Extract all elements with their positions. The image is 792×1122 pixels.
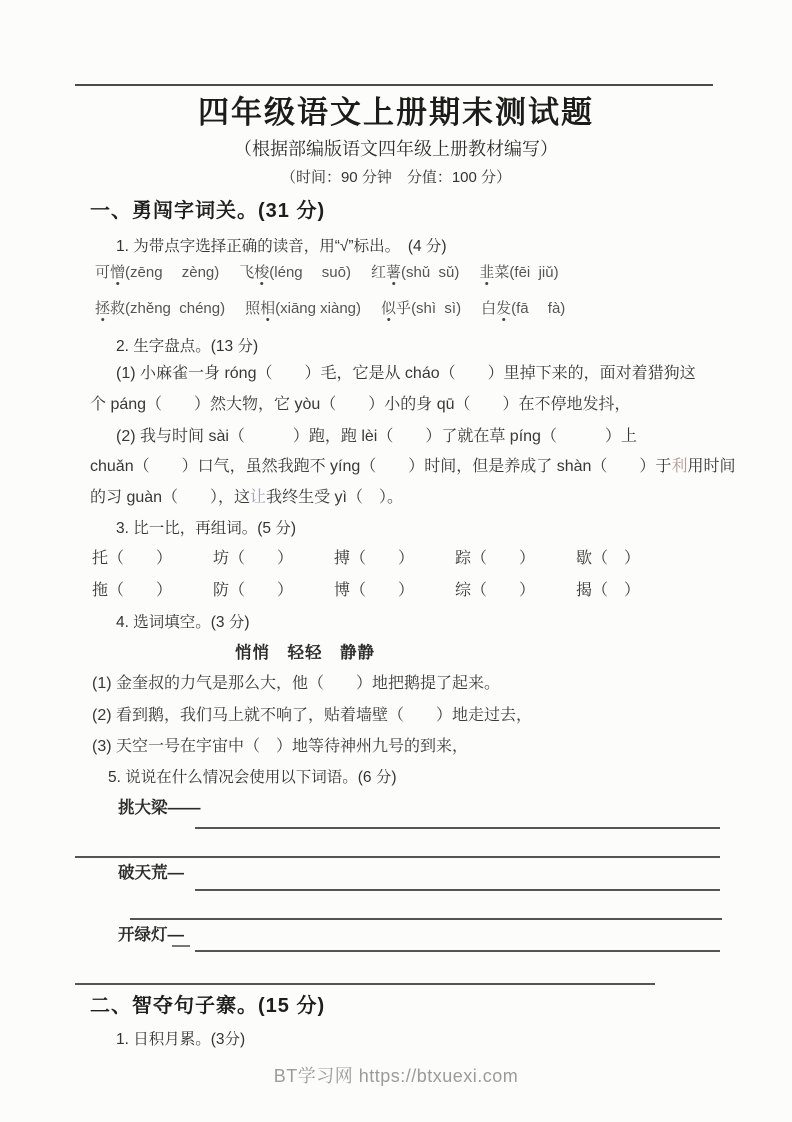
compare-word-item: 搏（ ） <box>333 550 414 567</box>
pinyin-row-2 <box>95 300 565 317</box>
emphasis-dot-char: 韭 <box>479 264 495 281</box>
idiom-label: 开绿灯— <box>118 926 184 944</box>
pinyin-choices: (shǔ sǔ) <box>401 264 460 281</box>
compare-word-item: 综（ ） <box>454 582 535 599</box>
pinyin-item <box>479 264 558 281</box>
pinyin-item <box>95 264 219 281</box>
pinyin-item <box>95 300 225 317</box>
pinyin-item <box>481 300 565 317</box>
q4-label: 4. 选词填空。(3 分) <box>116 614 250 631</box>
q2-paragraph-line <box>90 489 403 507</box>
text-run: 的习 guàn（ ），这 <box>90 489 251 506</box>
header-rule <box>75 84 713 86</box>
compare-word-item: 踪（ ） <box>454 550 535 567</box>
q2-label: 2. 生字盘点。(13 分) <box>116 338 259 355</box>
emphasis-dot-char: 相 <box>260 300 276 317</box>
page-title: 四年级语文上册期末测试题 <box>198 95 594 130</box>
pinyin-row-1 <box>95 264 559 281</box>
page-meta-time-score: （时间：90 分钟 分值：100 分） <box>280 169 512 186</box>
char: 菜 <box>494 264 510 281</box>
pinyin-choices: (léng suō) <box>269 264 351 281</box>
pinyin-item <box>245 300 361 317</box>
compare-word-item: 歇（ ） <box>575 550 640 567</box>
page-subtitle: （根据部编版语文四年级上册教材编写） <box>234 139 558 159</box>
section-2-heading: 二、智夺句子寨。(15 分) <box>90 995 326 1017</box>
footer-watermark: BT学习网 https://btxuexi.com <box>273 1066 519 1086</box>
pinyin-choices: (fēi jiǔ) <box>509 264 559 281</box>
compare-word-item: 托（ ） <box>92 550 173 567</box>
q2-paragraph-line: (1) 小麻雀一身 róng（ ）毛，它是从 cháo（ ）里掉下来的，面对着猎狗这 <box>116 365 696 382</box>
pinyin-item <box>371 264 459 281</box>
q2-paragraph-line: 个 páng（ ）然大物，它 yòu（ ）小的身 qū（ ）在不停地发抖， <box>90 396 631 413</box>
compare-word-item: 拖（ ） <box>92 582 173 599</box>
char: 白 <box>481 300 497 317</box>
emphasis-dot-char: 拯 <box>95 300 111 317</box>
pinyin-choices: (zēng zèng) <box>125 264 220 281</box>
answer-line <box>195 950 720 952</box>
char: 乎 <box>396 300 412 317</box>
compare-word-item: 防（ ） <box>212 582 293 599</box>
compare-word-item: 坊（ ） <box>212 550 293 567</box>
q2-paragraph-line <box>90 458 735 476</box>
answer-line <box>195 827 720 829</box>
idiom-label: 破天荒— <box>118 864 184 882</box>
compare-words-row-1 <box>92 550 640 568</box>
pinyin-item <box>381 300 461 317</box>
q1-label: 1. 为带点字选择正确的读音，用“√”标出。 (4 分) <box>116 238 447 255</box>
pinyin-choices: (zhěng chéng) <box>125 300 226 317</box>
idiom-label: 挑大梁—— <box>118 799 201 817</box>
emphasis-dot-char: 似 <box>381 300 397 317</box>
answer-line <box>195 889 720 891</box>
pinyin-item <box>239 264 351 281</box>
char: 可 <box>95 264 111 281</box>
answer-line-fragment <box>172 945 190 947</box>
q3-label: 3. 比一比，再组词。(5 分) <box>116 520 296 537</box>
divider-line <box>130 918 722 920</box>
section-1-heading: 一、勇闯字词关。(31 分) <box>90 200 326 222</box>
pinyin-choices: (fā fà) <box>511 300 566 317</box>
char: 照 <box>245 300 261 317</box>
compare-word-item: 博（ ） <box>333 582 414 599</box>
q4-item: (3) 天空一号在宇宙中（ ）地等待神州九号的到来， <box>92 738 469 755</box>
text-run: 我终生受 yì（ ）。 <box>266 489 403 506</box>
divider-line <box>75 983 655 985</box>
q5-label: 5. 说说在什么情况会使用以下词语。(6 分) <box>108 769 397 786</box>
emphasis-dot-char: 薯 <box>386 264 402 281</box>
compare-words-row-2 <box>92 582 640 600</box>
emphasis-dot-char: 发 <box>496 300 512 317</box>
q4-item: (2) 看到鹅，我们马上就不响了，贴着墙壁（ ）地走过去， <box>92 707 533 724</box>
text-run: chuǎn（ ）口气，虽然我跑不 yíng（ ）时间，但是养成了 shàn（ ）于 <box>90 458 672 475</box>
pinyin-choices: (shì sì) <box>411 300 462 317</box>
char: 飞 <box>239 264 255 281</box>
q2-paragraph-line: (2) 我与时间 sài（ ）跑，跑 lèi（ ）了就在草 píng（ ）上 <box>116 428 637 445</box>
char: 红 <box>370 264 386 281</box>
faded-char: 利 <box>671 458 688 475</box>
text-run: 用时间 <box>687 458 736 475</box>
compare-word-item: 揭（ ） <box>575 582 640 599</box>
emphasis-dot-char: 梭 <box>254 264 270 281</box>
word-options: 悄悄 轻轻 静静 <box>235 644 375 662</box>
divider-line <box>75 856 720 858</box>
q4-item: (1) 金奎叔的力气是那么大，他（ ）地把鹅提了起来。 <box>92 675 501 692</box>
pinyin-choices: (xiāng xiàng) <box>275 300 362 317</box>
faded-char: 让 <box>250 489 267 506</box>
emphasis-dot-char: 憎 <box>110 264 126 281</box>
char: 救 <box>110 300 126 317</box>
s2-q1-label: 1. 日积月累。(3分) <box>116 1031 246 1048</box>
